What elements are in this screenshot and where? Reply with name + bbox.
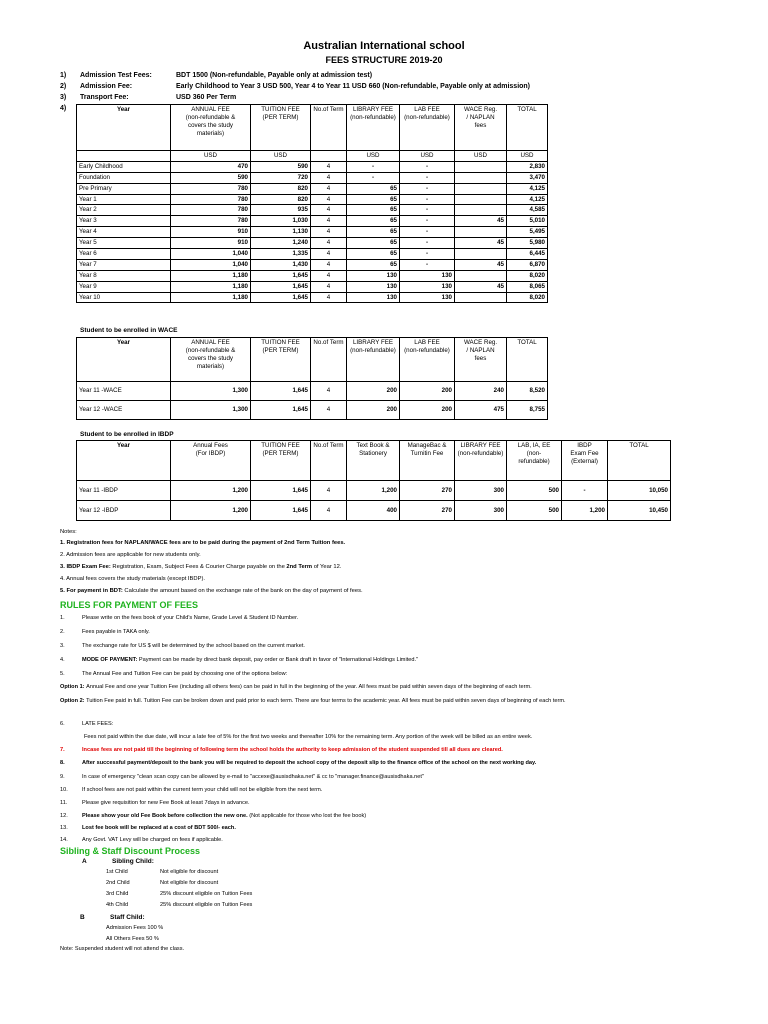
sibling-child-label: 1st Child xyxy=(106,869,128,875)
fee-cell: 4 xyxy=(311,401,347,420)
sibling-b-title: Staff Child: xyxy=(110,914,145,921)
school-name: Australian International school xyxy=(303,40,465,52)
fee-cell: 65 xyxy=(347,216,400,227)
fee-cell: 200 xyxy=(347,382,400,401)
overview-label-1: Admission Test Fees: xyxy=(80,72,152,79)
notes-heading: Notes: xyxy=(60,529,77,535)
note-3-end: of Year 12. xyxy=(312,564,342,570)
fee-cell: 130 xyxy=(347,281,400,292)
fee-cell: 470 xyxy=(171,161,251,172)
fee-cell: 45 xyxy=(455,238,507,249)
fee-cell: 4 xyxy=(311,161,347,172)
header-cell: LIBRARY FEE (non-refundable) xyxy=(455,441,507,481)
fee-cell: 130 xyxy=(347,292,400,303)
fee-cell: - xyxy=(400,227,455,238)
fees-table-wace xyxy=(76,337,548,420)
fee-cell: 4 xyxy=(311,238,347,249)
table-row xyxy=(77,194,548,205)
header-cell: LIBRARY FEE (non-refundable) xyxy=(347,105,400,151)
fee-cell: 4 xyxy=(311,292,347,303)
note-4: 4. Annual fees covers the study materials (except IBDP). xyxy=(60,576,205,582)
fee-cell: 200 xyxy=(400,382,455,401)
fee-cell: 5,980 xyxy=(507,238,548,249)
ibdp-caption: Student to be enrolled in IBDP xyxy=(80,431,174,438)
rule-10-text: If school fees are not paid within the current term your child will not be eligible from the next term. xyxy=(82,787,323,793)
fee-cell: 65 xyxy=(347,238,400,249)
fee-cell: 4 xyxy=(311,259,347,270)
note-5-text: Calculate the amount based on the exchange rate of the bank on the day of payment of fees. xyxy=(124,588,363,594)
unit-cell: USD xyxy=(347,151,400,162)
fee-cell: 500 xyxy=(507,481,562,501)
fee-cell: 1,130 xyxy=(251,227,311,238)
fee-cell: 65 xyxy=(347,183,400,194)
fee-cell: 1,040 xyxy=(171,249,251,260)
fee-cell: 780 xyxy=(171,205,251,216)
header-cell: ANNUAL FEE (non-refundable & covers the study materials) xyxy=(171,105,251,151)
table-row xyxy=(77,172,548,183)
overview-value-3: USD 360 Per Term xyxy=(176,94,237,101)
fee-cell: 1,300 xyxy=(171,382,251,401)
fee-cell: 590 xyxy=(251,161,311,172)
fee-cell: - xyxy=(400,259,455,270)
fee-cell: 4,585 xyxy=(507,205,548,216)
rule-12-text: (Not applicable for those who lost the fee book) xyxy=(247,813,367,819)
fee-cell: 45 xyxy=(455,216,507,227)
header-cell: No.of Term xyxy=(311,441,347,481)
fee-cell: 300 xyxy=(455,481,507,501)
fee-cell: 130 xyxy=(400,270,455,281)
header-cell: LAB FEE (non-refundable) xyxy=(400,105,455,151)
rule-14-text: Any Govt. VAT Levy will be charged on fees if applicable. xyxy=(82,837,223,843)
fee-cell: 4 xyxy=(311,216,347,227)
fee-cell: 45 xyxy=(455,281,507,292)
fee-cell: - xyxy=(400,161,455,172)
sibling-child-discount: 25% discount eligible on Tuition Fees xyxy=(160,902,253,908)
fee-cell: 3,470 xyxy=(507,172,548,183)
row-label: Early Childhood xyxy=(77,161,171,172)
header-cell: Text Book & Stationery xyxy=(347,441,400,481)
overview-num-3: 3) xyxy=(60,94,67,101)
row-label: Year 11 -IBDP xyxy=(77,481,171,501)
fee-cell: 1,645 xyxy=(251,281,311,292)
note-3-term: 2nd Term xyxy=(286,564,313,570)
option-2-label: Option 2: xyxy=(60,698,87,704)
staff-others: All Others Fees 50 % xyxy=(106,936,159,942)
sibling-a-label: A xyxy=(82,858,87,865)
fee-cell: 5,010 xyxy=(507,216,548,227)
rule-8-text: After successful payment/deposit to the bank you will be required to deposit the school copy of the deposit slip to the finance office of the school on the next working day. xyxy=(82,760,537,766)
fee-cell xyxy=(455,249,507,260)
fee-cell: 1,180 xyxy=(171,292,251,303)
fee-cell: 1,645 xyxy=(251,481,311,501)
fee-cell: 65 xyxy=(347,227,400,238)
fee-cell: 4 xyxy=(311,270,347,281)
sibling-child-label: 3rd Child xyxy=(106,891,129,897)
table-row xyxy=(77,205,548,216)
unit-cell: USD xyxy=(251,151,311,162)
fee-cell: 65 xyxy=(347,194,400,205)
fee-cell: 1,300 xyxy=(171,401,251,420)
fee-cell: 65 xyxy=(347,249,400,260)
fee-cell: 300 xyxy=(455,501,507,521)
fee-cell: 4 xyxy=(311,172,347,183)
table-row xyxy=(77,501,671,521)
rule-3-text: The exchange rate for US $ will be determined by the school based on the current market. xyxy=(82,643,305,649)
row-label: Year 12 -WACE xyxy=(77,401,171,420)
fee-cell xyxy=(455,227,507,238)
fee-cell: 720 xyxy=(251,172,311,183)
fee-cell: - xyxy=(347,172,400,183)
header-cell: TOTAL xyxy=(507,105,548,151)
unit-cell: USD xyxy=(507,151,548,162)
rule-6-text: LATE FEES: xyxy=(82,721,114,727)
row-label: Foundation xyxy=(77,172,171,183)
fee-cell: 8,755 xyxy=(507,401,548,420)
rule-9-text: In case of emergency "clean scan copy can be allowed by e-mail to "accexe@ausisdhaka.net" & cc to "manager.finance@ausisdhaka.net" xyxy=(82,774,424,780)
header-cell: ManageBac & Turnitin Fee xyxy=(400,441,455,481)
fee-cell: 1,645 xyxy=(251,270,311,281)
option-2-text: Tuition Fee paid in full. Tuition Fee can be broken down and paid prior to each term. There are four terms to the academic year. All fees must be paid within seven days of beginning of each term. xyxy=(86,698,566,704)
fee-cell: 1,030 xyxy=(251,216,311,227)
overview-num-1: 1) xyxy=(60,72,67,79)
header-cell: ANNUAL FEE (non-refundable & covers the study materials) xyxy=(171,338,251,382)
fee-cell: 4 xyxy=(311,382,347,401)
header-cell: No.of Term xyxy=(311,338,347,382)
row-label: Year 7 xyxy=(77,259,171,270)
fee-cell: 1,040 xyxy=(171,259,251,270)
fee-cell: 130 xyxy=(400,281,455,292)
option-1 xyxy=(60,683,720,691)
fee-cell: 4 xyxy=(311,249,347,260)
fee-cell: 1,240 xyxy=(251,238,311,249)
fee-cell: 10,050 xyxy=(608,481,671,501)
fee-cell: 270 xyxy=(400,481,455,501)
row-label: Pre Primary xyxy=(77,183,171,194)
fee-cell: 1,645 xyxy=(251,401,311,420)
fee-cell: 6,445 xyxy=(507,249,548,260)
fee-cell: 8,020 xyxy=(507,270,548,281)
fee-cell: 1,200 xyxy=(171,481,251,501)
table-row xyxy=(77,249,548,260)
fee-cell: 200 xyxy=(347,401,400,420)
fees-table-ibdp xyxy=(76,440,671,521)
fee-cell: 500 xyxy=(507,501,562,521)
fee-cell: 780 xyxy=(171,183,251,194)
fee-cell xyxy=(455,205,507,216)
header-cell: Year xyxy=(77,105,171,151)
fee-cell: 1,200 xyxy=(562,501,608,521)
header-cell: No.of Term xyxy=(311,105,347,151)
header-cell: Annual Fees (For IBDP) xyxy=(171,441,251,481)
fee-cell: 130 xyxy=(400,292,455,303)
fee-cell: 240 xyxy=(455,382,507,401)
fee-cell: 4,125 xyxy=(507,194,548,205)
fee-cell: 4 xyxy=(311,227,347,238)
fee-cell: 780 xyxy=(171,194,251,205)
table-row xyxy=(77,161,548,172)
table-row xyxy=(77,183,548,194)
fee-cell xyxy=(455,292,507,303)
fee-cell: 1,430 xyxy=(251,259,311,270)
rule-7-text: Incase fees are not paid till the beginning of following term the school holds the authority to keep admission of the student suspended till all dues are cleared. xyxy=(82,747,503,753)
fee-cell xyxy=(455,172,507,183)
table-row xyxy=(77,216,548,227)
overview-num-2: 2) xyxy=(60,83,67,90)
row-label: Year 12 -IBDP xyxy=(77,501,171,521)
header-cell: WACE Reg. / NAPLAN fees xyxy=(455,105,507,151)
rule-4-label: MODE OF PAYMENT: xyxy=(82,657,139,663)
fee-cell: 65 xyxy=(347,259,400,270)
table-row xyxy=(77,281,548,292)
sibling-a-title: Sibling Child: xyxy=(112,858,154,865)
table-row xyxy=(77,259,548,270)
header-cell: LAB FEE (non-refundable) xyxy=(400,338,455,382)
fee-cell: 400 xyxy=(347,501,400,521)
fee-cell: 6,870 xyxy=(507,259,548,270)
fee-cell: - xyxy=(400,238,455,249)
fee-cell: 1,180 xyxy=(171,270,251,281)
rule-5-text: The Annual Fee and Tuition Fee can be paid by choosing one of the options below: xyxy=(82,671,288,677)
fee-cell: 1,645 xyxy=(251,292,311,303)
fee-cell: 4,125 xyxy=(507,183,548,194)
rule-11-text: Please give requisition for new Fee Book at least 7days in advance. xyxy=(82,800,250,806)
row-label: Year 3 xyxy=(77,216,171,227)
unit-cell: USD xyxy=(400,151,455,162)
fee-cell: 10,450 xyxy=(608,501,671,521)
overview-num-4: 4) xyxy=(60,105,67,112)
fee-cell: 4 xyxy=(311,205,347,216)
note-3-text: Registration, Exam, Subject Fees & Courier Charge payable on the xyxy=(112,564,287,570)
sibling-child-discount: Not eligible for discount xyxy=(160,869,219,875)
page-title: FEES STRUCTURE 2019-20 xyxy=(325,55,443,65)
table-row xyxy=(77,238,548,249)
note-2: 2. Admission fees are applicable for new students only. xyxy=(60,552,201,558)
row-label: Year 8 xyxy=(77,270,171,281)
overview-label-3: Transport Fee: xyxy=(80,94,129,101)
option-1-text: Annual Fee and one year Tuition Fee (including all others fees) can be paid in full in the beginning of the year. All fees must be paid within seven days of the beginning of each term. xyxy=(86,684,532,690)
rules-heading: RULES FOR PAYMENT OF FEES xyxy=(60,600,199,610)
wace-caption: Student to be enrolled in WACE xyxy=(80,327,178,334)
unit-cell xyxy=(77,151,171,162)
overview-label-2: Admission Fee: xyxy=(80,83,133,90)
row-label: Year 2 xyxy=(77,205,171,216)
fee-cell xyxy=(455,194,507,205)
rule-1-text: Please write on the fees book of your Child's Name, Grade Level & Student ID Number. xyxy=(82,615,299,621)
sibling-child-discount: Not eligible for discount xyxy=(160,880,219,886)
rule-2-text: Fees payable in TAKA only. xyxy=(82,629,150,635)
rule-4-text: Payment can be made by direct bank deposit, pay order or Bank draft in favor of "International Holdings Limited." xyxy=(138,657,419,663)
fee-cell: 820 xyxy=(251,183,311,194)
fee-cell: 2,830 xyxy=(507,161,548,172)
fee-cell: 910 xyxy=(171,227,251,238)
fee-cell: - xyxy=(400,183,455,194)
fee-cell: 820 xyxy=(251,194,311,205)
note-1: 1. Registration fees for NAPLAN/WACE fees are to be paid during the payment of 2nd Term Tuition fees. xyxy=(60,540,346,546)
header-cell: IBDP Exam Fee (External) xyxy=(562,441,608,481)
header-cell: LAB, IA, EE (non- refundable) xyxy=(507,441,562,481)
fee-cell: 4 xyxy=(311,183,347,194)
header-cell: Year xyxy=(77,441,171,481)
sibling-child-label: 4th Child xyxy=(106,902,129,908)
fee-cell xyxy=(455,270,507,281)
suspension-note: Note: Suspended student will not attend the class. xyxy=(60,946,185,952)
header-cell: TOTAL xyxy=(608,441,671,481)
fee-cell: 65 xyxy=(347,205,400,216)
row-label: Year 9 xyxy=(77,281,171,292)
fee-cell: 1,200 xyxy=(171,501,251,521)
fee-cell: - xyxy=(400,194,455,205)
row-label: Year 1 xyxy=(77,194,171,205)
fee-cell: - xyxy=(400,205,455,216)
table-row xyxy=(77,481,671,501)
unit-cell xyxy=(311,151,347,162)
fee-cell: 1,645 xyxy=(251,501,311,521)
fee-cell: 590 xyxy=(171,172,251,183)
row-label: Year 4 xyxy=(77,227,171,238)
fee-cell: 130 xyxy=(347,270,400,281)
rule-13-text: Lost fee book will be replaced at a cost of BDT 500/- each. xyxy=(82,825,236,831)
overview-value-2: Early Childhood to Year 3 USD 500, Year 4 to Year 11 USD 660 (Non-refundable, Payable only at admission) xyxy=(176,83,531,90)
fee-cell: 8,520 xyxy=(507,382,548,401)
sibling-heading: Sibling & Staff Discount Process xyxy=(60,846,201,856)
option-1-label: Option 1: xyxy=(60,684,87,690)
fee-cell: 270 xyxy=(400,501,455,521)
note-5-label: 5. For payment in BDT: xyxy=(60,588,125,594)
unit-cell: USD xyxy=(171,151,251,162)
fee-cell: 1,645 xyxy=(251,382,311,401)
fee-cell: 910 xyxy=(171,238,251,249)
fee-cell: 4 xyxy=(311,481,347,501)
fee-cell: 4 xyxy=(311,501,347,521)
row-label: Year 10 xyxy=(77,292,171,303)
header-cell: TUITION FEE (PER TERM) xyxy=(251,105,311,151)
header-cell: WACE Reg. / NAPLAN fees xyxy=(455,338,507,382)
row-label: Year 6 xyxy=(77,249,171,260)
table-row xyxy=(77,270,548,281)
fee-cell: 5,495 xyxy=(507,227,548,238)
overview-value-1: BDT 1500 (Non-refundable, Payable only at admission test) xyxy=(176,72,373,79)
row-label: Year 5 xyxy=(77,238,171,249)
header-cell: LIBRARY FEE (non-refundable) xyxy=(347,338,400,382)
rule-12-label: Please show your old Fee Book before collection the new one. xyxy=(82,813,248,819)
fee-cell: 1,335 xyxy=(251,249,311,260)
fee-cell: - xyxy=(400,249,455,260)
fee-cell: 4 xyxy=(311,281,347,292)
note-5 xyxy=(60,587,363,596)
option-2 xyxy=(60,697,720,706)
fee-cell: 1,200 xyxy=(347,481,400,501)
sibling-child-discount: 25% discount eligible on Tuition Fees xyxy=(160,891,253,897)
fee-cell xyxy=(455,161,507,172)
fee-cell: 935 xyxy=(251,205,311,216)
fee-cell: 1,180 xyxy=(171,281,251,292)
sibling-child-label: 2nd Child xyxy=(106,880,130,886)
table-row xyxy=(77,401,548,420)
staff-admission: Admission Fees 100 % xyxy=(106,925,164,931)
fee-cell: 4 xyxy=(311,194,347,205)
sibling-b-label: B xyxy=(80,914,85,921)
fee-cell: 200 xyxy=(400,401,455,420)
fee-cell: 780 xyxy=(171,216,251,227)
fee-cell: 8,020 xyxy=(507,292,548,303)
fee-cell: 8,065 xyxy=(507,281,548,292)
note-3-label: 3. IBDP Exam Fee: xyxy=(60,564,113,570)
unit-cell: USD xyxy=(455,151,507,162)
late-fee-text: Fees not paid within the due date, will incur a late fee of 5% for the first two weeks and thereafter 10% for the remaining term. Any portion of the week will be billed as an entire week. xyxy=(84,734,533,740)
fees-table-main xyxy=(76,104,548,303)
table-row xyxy=(77,292,548,303)
fee-cell: 475 xyxy=(455,401,507,420)
table-row xyxy=(77,382,548,401)
fee-cell: - xyxy=(347,161,400,172)
row-label: Year 11 -WACE xyxy=(77,382,171,401)
header-cell: Year xyxy=(77,338,171,382)
fee-cell: - xyxy=(562,481,608,501)
fee-cell: - xyxy=(400,216,455,227)
fee-cell: 45 xyxy=(455,259,507,270)
header-cell: TOTAL xyxy=(507,338,548,382)
table-row xyxy=(77,227,548,238)
header-cell: TUITION FEE (PER TERM) xyxy=(251,441,311,481)
fee-cell: - xyxy=(400,172,455,183)
fee-cell xyxy=(455,183,507,194)
note-3 xyxy=(60,563,341,572)
header-cell: TUITION FEE (PER TERM) xyxy=(251,338,311,382)
